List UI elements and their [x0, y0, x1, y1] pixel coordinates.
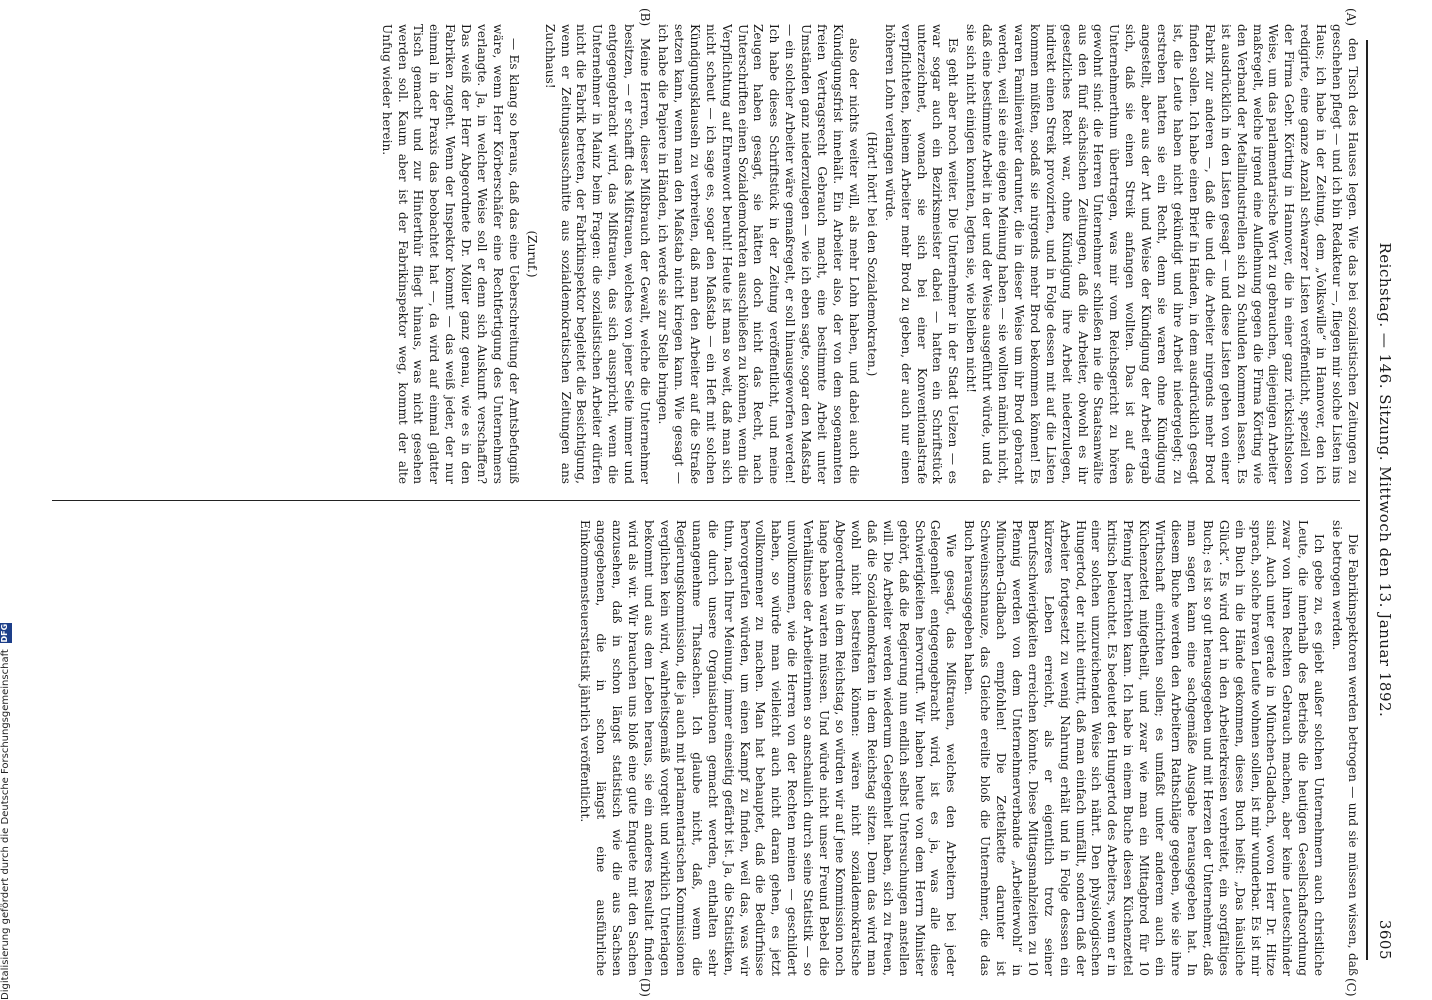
paragraph: Wie gesagt, das Mißtrauen, welches den Arbeitern bei jeder Gelegenheit entgegengebracht wird, ist es ja, was alle diese Schwierigkeiten hervorruft. Wir haben heute von dem Herrn Minister gehört, daß die Regierung nun endlich selbst Untersuchungen anstellen will. Die Arbeiter werden wiederum Gelegenheit haben, sich zu freuen, daß die Sozialdemokraten in dem Reichstag sitzen. Denn das wird man wohl nicht bestreiten können: wären nicht sozialdemokratische Abgeordnete in dem Reichstag, so würden wir auf jene Kommission noch lange haben warten müssen. Und würde nicht unser Freund Bebel die Verhältnisse der Arbeiterinnen so anschaulich durch seine Statistik — so unvollkommen, wie die Herren von der Rechten meinen — geschildert haben, so würde man vielleicht auch nicht daran gehen, es jetzt vollkommener zu machen. Man hat behauptet, daß die Bedürfnisse hervorgerufen würden, um einen Kampf zu finden, weil das, was wir thun, nach Ihrer Meinung, immer einseitig gefärbt ist. Ja, die Statistiken, die durch unsere Organisationen gemacht werden, enthalten sehr unangenehme Thatsachen. Ich glaube nicht, daß, wenn die Regierungskommission, die ja auch mit parlamentarischen Kommissionen verglichen kein wird, wahrheitsgemäß vorgeht und wirklich Unterlagen bekommt und aus dem Leben heraus, sie ein anderes Resultat finden wird als wir. Wir brauchen uns bloß eine gute Enquete mit den Sachen anzusehen, daß in schon längst statistisch wie die aus Sachsen angegebenen, die in schon längst eine ausführliche Einkommensteuerstatistik jährlich veröffentlicht.: [578, 520, 959, 976]
margin-marker-d: (D): [638, 978, 652, 997]
footer-text: Digitalisierung gefördert durch die Deutsche Forschungsgemeinschaft: [0, 649, 11, 1000]
paragraph: Meine Herren, dieser Mißbrauch der Gewalt, welche die Unternehmer besitzen, — er schafft das Mißtrauen, welches von jener Seite immer und entgegengebracht wird, das Mißtrauen, das sich ausspricht, wenn die Unternehmer in Mainz beim Fragen: die sozialistischen Arbeiter dürfen nicht die Fabrik betreten, der Fabrikinspektor begleitet die Besichtigung, wenn er Zeitungsausschnitte aus sozialdemokratischen Zeitungen ans Zuchhaus!: [542, 24, 653, 484]
paragraph: Ich gebe zu, es giebt außer solchen Unternehmern auch christliche Leute, die innerhalb des Betriebs die heutigen Gesellschaftsordnung zwar von ihren Rechten Gebrauch machen, aber keine Leuteschinder sind. Auch unter gerade in München-Gladbach, wovon Herr Dr. Hitze sprach, solche braven Leute wohnen sollen, ist mir wunderbar. Es ist mir ein Buch in die Hände gekommen, dieses Buch heißt: „Das häusliche Glück“. Es wird dort in den Arbeiterkreisen verbreitet, ein sorgfältiges Buch; es ist so gut herausgegeben und mit Herzen der Unternehmer, daß man sagen kann eine sachgemäße Ausgabe herausgegeben hat. In diesem Buche werden den Arbeitern Rathschläge gegeben, wie sie ihre Wirthschaft einrichten sollen; es umfaßt unter anderem auch ein Küchenzettel mitgetheilt, und zwar wie man ein Mittagbrod für 10 Pfennig herrichten kann. Ich habe in einem Buche diesen Küchenzettel kritisch beleuchtet. Es bedeutet den Hungertod des Arbeiters, wenn er in einer solchen unzureichenden Weise sich nährt. Den physiologischen Hungertod, der nicht eintritt, daß man einfach umfällt, sondern daß der Arbeiter fortgesetzt zu wenig Nahrung erhält und in Folge dessen ein kürzeres Leben erreicht, als er eigentlich trotz seiner Berufsschwierigkeiten erreichen könnte. Diese Mittagsmahlzeiten zu 10 Pfennig werden von dem Unternehmerverbande „Arbeiterwohl“ in München-Gladbach empfohlen! Die Zettelkette darunter ist Schweinsschnauze, das Gleiche ereilte bloß die Unternehmer, die das Buch herausgegeben haben.: [962, 520, 1327, 976]
paragraph: Die Fabrikinspektoren werden betrogen — und sie müssen wissen, daß sie betrogen werden.: [1330, 520, 1360, 976]
left-column: [52, 24, 1360, 484]
paragraph: also der nichts weiter will, als mehr Lohn haben, und dabei auch die Kündigungsfrist innehält. Ein Arbeiter also, der von dem sogenannten freien Vertragsrecht Gebrauch macht, eine bestimmte Arbeit unter Umständen ganz niederzulegen — wie ich eben sagte, sogar den Maßstab — ein solcher Arbeiter wäre gemaßregelt, er soll hinausgeworfen werden! Ich habe dieses Schriftstück in der Zeitung veröffentlicht, und meine Zeugen haben gesagt, sie hätten doch nicht das Recht, nach Unterschriften einen Sozialdemokraten ausschließen zu können, wenn die Verpflichtung auf Ehrenwort beruht! Heute ist man so weit, daß man sich nicht scheut — ich sage es, sogar den Maßstab — ein Heft mit solchen Kündigungsklauseln zu verbreiten, daß man den Arbeiter auf die Straße setzen kann, wenn man den Maßstab nicht kriegen kann. Wie gesagt — ich habe die Papiere in Händen, ich werde sie zur Stelle bringen.: [656, 24, 861, 484]
interjection: (Zuruf.): [524, 230, 539, 278]
page-number: 3605: [1376, 919, 1394, 960]
margin-marker-c: (C): [1344, 978, 1358, 997]
margin-marker-a: (A): [1344, 8, 1358, 27]
interjection: (Hört! hört! bei den Sozialdemokraten.): [864, 131, 879, 377]
digitization-footer: [0, 623, 12, 1000]
margin-marker-b: (B): [638, 8, 652, 27]
page-header: [1366, 40, 1402, 960]
paragraph: den Tisch des Hauses legen. Wie das bei sozialistischen Zeitungen zu geschehen pflegt — und ich bin Redakteur —, fliegen mir solche Listen ins Haus; ich habe in der Zeitung, dem „Volkswille“ in Hannover, den ich redigirte, eine ganze Anzahl schwarzer Listen veröffentlicht, speziell von der Firma Gebr. Körting in Hannover, die in einer ganz rücksichtslosen Weise, um das parlamentarische Wort zu gebrauchen, diejenigen Arbeiter maßregelt, welche irgend eine Auflehnung gegen die Firma Körting wie den Verband der Metallindustriellen sich zu Schulden kommen lassen. Es ist ausdrücklich in den Listen gesagt — und diese Listen gehen von einer Fabrik zur anderen —, daß die und die Arbeiter nirgends mehr Brod finden sollen. Ich habe einen Brief in Händen, in dem ausdrücklich gesagt ist, die Leute haben nicht gekündigt und ihre Arbeit niedergelegt; zu erstreben hatten sie ein Recht, denn sie waren ohne Kündigung angestellt, aber aus der Art und Weise der Kündigung der Arbeit ergab sich, daß sie einen Streik anfangen wollten. Das ist auf das Unternehmerthum übertragen, was mir vom Reichsgericht zu hören gewohnt sind: die Herren Unternehmer schließen nie die Staatsanwälte aus den fünf sächsischen Zeitungen, daß die Arbeiter, obwohl es ihr gesetzliches Recht war, ohne Kündigung ihre Arbeit niederzulegen, indirekt einen Streik provozirten, und in Folge dessen mit auf die Listen kommen müßten, sodaß sie nirgends mehr Brod bekommen können! Es waren Familienväter darunter, die in dieser Weise um ihr Brod gebracht werden, weil sie eine eigene Meinung haben — sie wollten nämlich nicht, daß eine bestimmte Arbeit in der und der Weise ausgeführt würde, und da sie sich nicht einigen konnten, legten sie, wie bleiben nicht!: [964, 24, 1360, 484]
column-divider: [52, 500, 1360, 501]
paragraph: Es geht aber noch weiter. Die Unternehmer in der Stadt Uelzen — es war sogar auch ein Bezirksmeister dabei — hatten ein Schriftstück unterzeichnet, wonach sie sich bei einer Konventionalstrafe verpflichteten, keinem Arbeiter mehr Brod zu geben, der auch nur einen höheren Lohn verlangen würde.: [882, 24, 961, 484]
paragraph: — Es klang so heraus, daß das eine Ueberschreitung der Amtsbefugniß wäre, wenn Herr Körberschäfer eine Rechtfertigung des Unternehmers verlangte. Ja, in welcher Weise soll er denn sich Auskunft verschaffen? Das weiß der Herr Abgeordnete Dr. Möller ganz genau, wie es in den Fabriken zugeht. Wenn der Inspektor kommt — das weiß jeder, der nur einmal in der Praxis das beobachtet hat —, da wird auf einmal glatter Tisch gemacht und zur Hinterthür fliegt hinaus, was nicht gesehen werden soll. Kaum aber ist der Fabrikinspektor weg, kommt der alte Unfug wieder herein.: [379, 24, 521, 484]
right-column: [52, 520, 1360, 976]
header-title: Reichstag. — 146. Sitzung. Mittwoch den 13. Januar 1892.: [1376, 242, 1394, 718]
dfg-logo-icon: DFG: [0, 623, 12, 643]
